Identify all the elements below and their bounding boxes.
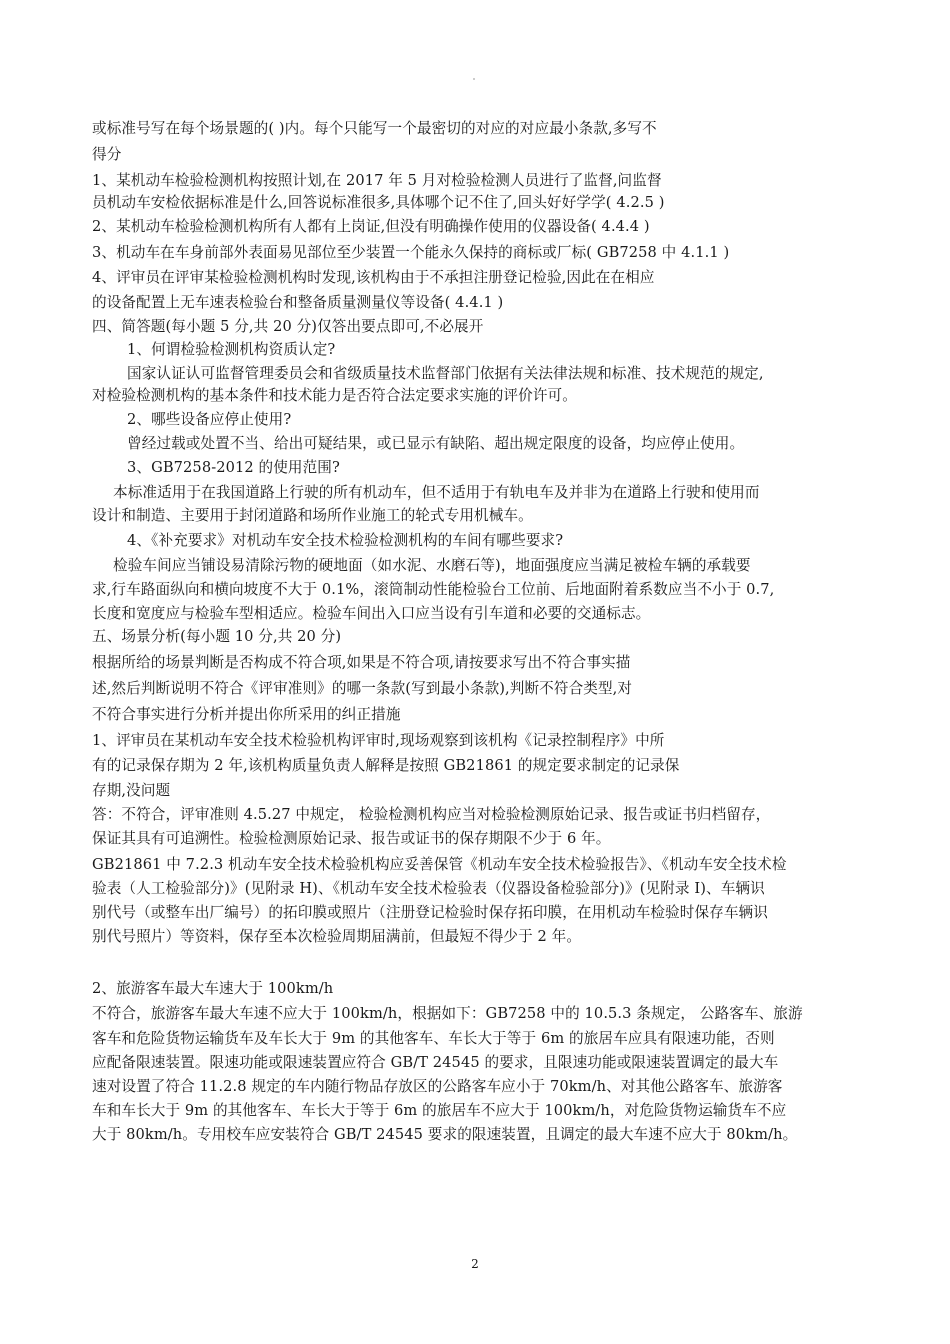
scenario-text: 1、评审员在某机动车安全技术检验机构评审时,现场观察到该机构《记录控制程序》中所 — [92, 732, 665, 749]
answer-text: 求,行车路面纵向和横向坡度不大于 0.1%，滚筒制动性能检验台工位前、后地面附着系数应当不小于 0.7, — [92, 581, 775, 598]
text-line: 1、某机动车检验检测机构按照计划,在 2017 年 5 月对检验检测人员进行了监督,问监督 — [92, 172, 662, 189]
answer-text: 曾经过载或处置不当、给出可疑结果，或已显示有缺陷、超出规定限度的设备，均应停止使用。 — [127, 435, 745, 452]
section-heading: 五、场景分析(每小题 10 分,共 20 分) — [92, 628, 342, 645]
answer-text: 本标准适用于在我国道路上行驶的所有机动车，但不适用于有轨电车及并非为在道路上行驶和使用而 — [113, 484, 760, 501]
answer-text: 验表（人工检验部分)》(见附录 H)、《机动车安全技术检验表（仪器设备检验部分)》(见附录 I)、车辆识 — [92, 880, 765, 897]
answer-text: 速对设置了符合 11.2.8 规定的车内随行物品存放区的公路客车应小于 70km/h、对其他公路客车、旅游客 — [92, 1078, 783, 1095]
answer-text: 检验车间应当铺设易清除污物的硬地面（如水泥、水磨石等)，地面强度应当满足被检车辆的承载要 — [113, 557, 751, 574]
question-text: 1、何谓检验检测机构资质认定? — [127, 341, 336, 358]
answer-text: 别代号（或整车出厂编号）的拓印膜或照片（注册登记检验时保存拓印膜，在用机动车检验时保存车辆识 — [92, 904, 768, 921]
section-heading: 四、简答题(每小题 5 分,共 20 分)仅答出要点即可,不必展开 — [92, 318, 484, 335]
answer-text: 长度和宽度应与检验车型相适应。检验车间出入口应当设有引车道和必要的交通标志。 — [92, 605, 651, 622]
question-text: 3、GB7258-2012 的使用范围? — [127, 459, 340, 476]
question-text: 4、《补充要求》对机动车安全技术检验检测机构的车间有哪些要求? — [127, 532, 564, 549]
answer-text: 不符合，旅游客车最大车速不应大于 100km/h，根据如下：GB7258 中的 10.5.3 条规定， 公路客车、旅游 — [92, 1005, 803, 1022]
answer-text: 客车和危险货物运输货车及车长大于 9m 的其他客车、车长大于等于 6m 的旅居车应具有限速功能，否则 — [92, 1030, 775, 1047]
text-line: 的设备配置上无车速表检验台和整备质量测量仪等设备( 4.4.1 ) — [92, 294, 504, 311]
text-line: 员机动车安检依据标准是什么,回答说标准很多,具体哪个记不住了,回头好好学学( 4.2.5 ) — [92, 194, 665, 211]
text-line: 或标准号写在每个场景题的( )内。每个只能写一个最密切的对应的对应最小条款,多写不 — [92, 120, 657, 137]
text-line: 不符合事实进行分析并提出你所采用的纠正措施 — [92, 706, 401, 723]
text-line: 4、评审员在评审某检验检测机构时发现,该机构由于不承担注册登记检验,因此在在相应 — [92, 269, 655, 286]
text-line: 得分 — [92, 146, 122, 163]
text-line: 2、某机动车检验检测机构所有人都有上岗证,但没有明确操作使用的仪器设备( 4.4.4 ) — [92, 218, 650, 235]
page-number: 2 — [471, 1257, 479, 1271]
answer-text: 设计和制造、主要用于封闭道路和场所作业施工的轮式专用机械车。 — [92, 507, 533, 524]
answer-text: 应配备限速装置。限速功能或限速装置应符合 GB/T 24545 的要求，且限速功能或限速装置调定的最大车 — [92, 1054, 779, 1071]
answer-text: 答：不符合，评审准则 4.5.27 中规定， 检验检测机构应当对检验检测原始记录、报告或证书归档留存， — [92, 806, 771, 823]
answer-text: 对检验检测机构的基本条件和技术能力是否符合法定要求实施的评价许可。 — [92, 387, 577, 404]
answer-text: 车和车长大于 9m 的其他客车、车长大于等于 6m 的旅居车不应大于 100km/h，对危险货物运输货车不应 — [92, 1102, 787, 1119]
answer-text: 大于 80km/h。专用校车应安装符合 GB/T 24545 要求的限速装置，且调定的最大车速不应大于 80km/h。 — [92, 1126, 798, 1143]
text-line: 述,然后判断说明不符合《评审准则》的哪一条款(写到最小条款),判断不符合类型,对 — [92, 680, 633, 697]
scenario-text: 有的记录保存期为 2 年,该机构质量负责人解释是按照 GB21861 的规定要求制定的记录保 — [92, 757, 680, 774]
question-text: 2、哪些设备应停止使用? — [127, 411, 292, 428]
text-line: 根据所给的场景判断是否构成不符合项,如果是不符合项,请按要求写出不符合事实描 — [92, 654, 631, 671]
scenario-text: 2、旅游客车最大车速大于 100km/h — [92, 980, 334, 997]
answer-text: GB21861 中 7.2.3 机动车安全技术检验机构应妥善保管《机动车安全技术检验报告》、《机动车安全技术检 — [92, 856, 787, 873]
answer-text: 保证其具有可追溯性。检验检测原始记录、报告或证书的保存期限不少于 6 年。 — [92, 830, 611, 847]
answer-text: 别代号照片）等资料，保存至本次检验周期届满前，但最短不得少于 2 年。 — [92, 928, 582, 945]
answer-text: 国家认证认可监督管理委员会和省级质量技术监督部门依据有关法律法规和标准、技术规范的规定, — [127, 365, 764, 382]
text-line: 3、机动车在车身前部外表面易见部位至少装置一个能永久保持的商标或厂标( GB7258 中 4.1.1 ) — [92, 244, 730, 261]
scenario-text: 存期,没问题 — [92, 782, 171, 799]
header-mark — [473, 78, 475, 80]
